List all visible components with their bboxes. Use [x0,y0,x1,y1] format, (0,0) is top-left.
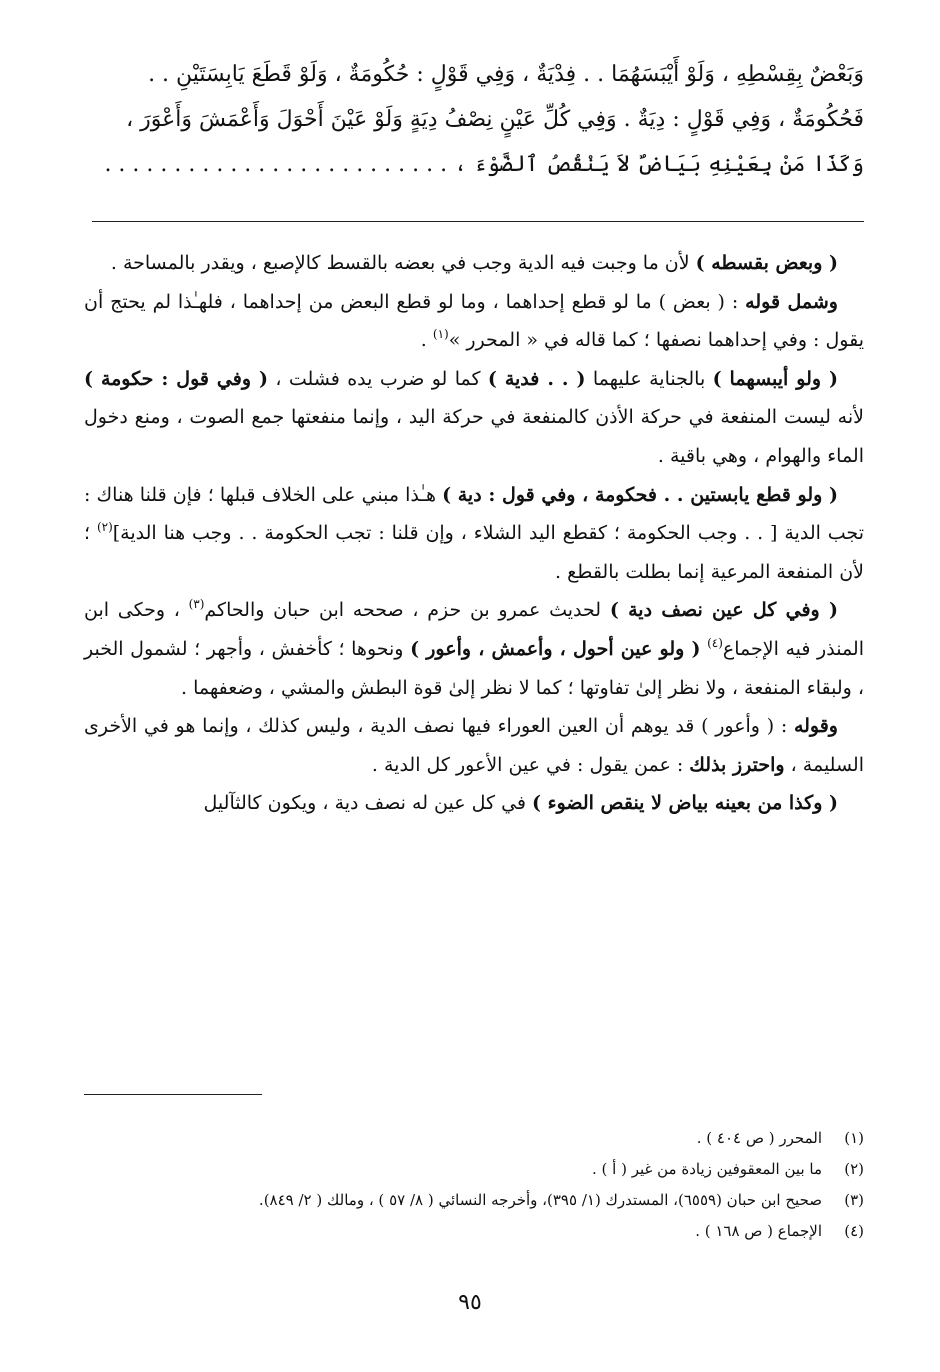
footnote-text: ما بين المعقوفين زيادة من غير ( أ ) . [591,1160,822,1178]
quoted-matn-phrase: وقوله [793,715,838,738]
footnote-separator-line [84,1094,262,1095]
footnote-marker: (٣) [188,597,205,612]
quoted-matn-phrase: وشمل قوله [745,290,838,313]
commentary-text: ؛ لأن المنفعة المرعية إنما بطلت بالقطع . [84,522,864,583]
footnotes [84,1123,864,1247]
quoted-matn-phrase: واحترز بذلك [689,753,785,776]
commentary-paragraph [84,476,864,592]
footnote-2 [84,1154,864,1185]
commentary-paragraph [84,360,864,476]
quoted-matn-phrase: ( . . فدية ) [487,367,586,390]
quoted-matn-phrase: ( ولو عين أحول ، وأعمش ، وأعور ) [410,637,701,660]
matn-separator-line [92,221,864,222]
footnote-marker: (٢) [96,520,113,535]
footnote-3 [84,1185,864,1216]
footnote-number: (٢) [844,1160,864,1178]
quoted-matn-phrase: ( وكذا من بعينه بياض لا ينقص الضوء ) [532,792,838,815]
quoted-matn-phrase: ( وفي كل عين نصف دية ) [609,599,838,622]
footnote-marker: (٤) [707,635,723,650]
commentary-paragraph [84,707,864,784]
commentary-text: . [420,329,433,352]
matn-line-2: فَحُكُومَةٌ ، وَفِي قَوْلٍ : دِيَةٌ . وَفِي كُلِّ عَيْنٍ نِصْفُ دِيَةٍ وَلَوْ عَيْنَ أَحْوَلَ وَأَعْمَشَ وَأَعْوَرَ ، [126,107,864,132]
commentary-text: في كل عين له نصف دية ، ويكون كالثآليل [203,792,533,815]
commentary-paragraph [84,244,864,283]
footnote-text: الإجماع ( ص ١٦٨ ) . [695,1222,822,1240]
commentary-text: هـٰذا مبني على الخلاف قبلها ؛ فإن قلنا هناك : تجب الدية [ . . وجب الحكومة ؛ كقطع اليد الشلاء ، وإن قلنا : تجب الحكومة . . وجب هنا الدية] [84,483,864,545]
commentary-text: بالجناية عليهما [585,367,713,390]
commentary-text: : عمن يقول : في عين الأعور كل الدية . [371,753,690,776]
footnote-4 [84,1216,864,1247]
matn-text [84,52,864,187]
quoted-matn-phrase: ( وفي قول : حكومة ) [84,367,268,390]
footnote-number: (٤) [844,1222,864,1240]
footnote-1 [84,1123,864,1154]
commentary-text: لأن ما وجبت فيه الدية وجب في بعضه بالقسط كالإصبع ، ويقدر بالمساحة . [110,252,696,274]
footnote-text: صحيح ابن حبان (٦٥٥٩)، المستدرك (١/ ٣٩٥)، وأخرجه النسائي ( ٨/ ٥٧ ) ، ومالك ( ٢/ ٨٤٩). [258,1191,822,1209]
commentary-text: ونحوها ؛ كأخفش ، وأجهر ؛ لشمول الخبر ، ولبقاء المنفعة ، ولا نظر إلىٰ تفاوتها ؛ كما لا نظر إلىٰ قوة البطش والمشي ، وضعفهما . [84,637,864,699]
footnote-text: المحرر ( ص ٤٠٤ ) . [696,1129,822,1147]
quoted-matn-phrase: ( ولو قطع يابستين . . فحكومة ، وفي قول : دية ) [442,483,838,506]
page-number: ٩٥ [458,1290,482,1315]
commentary-paragraph [84,784,864,823]
footnote-number: (٣) [844,1191,864,1209]
commentary-text: : ( بعض ) ما لو قطع إحداهما ، وما لو قطع البعض من إحداهما ، فلهـٰذا لم يحتج أن يقول : وفي إحداهما نصفها ؛ كما قاله في « المحرر » [84,290,864,352]
commentary-body [84,244,864,823]
footnote-marker: (١) [432,327,449,342]
quoted-matn-phrase: ( وبعض بقسطه ) [695,252,838,274]
matn-line-3: وَكَذَا مَنْ بِعَيْنِهِ بَيَاضٌ لاَ يَنْقُصُ ٱلضَّوْءَ ، . . . . . . . . . . . . . . . . . . . . . . . . . [104,152,864,177]
commentary-paragraph [84,591,864,707]
commentary-text: : ( وأعور ) قد يوهم أن العين العوراء فيها نصف الدية ، وليس كذلك ، وإنما هو في الأخرى السليمة ، [84,715,864,776]
commentary-text: كما لو ضرب يده فشلت ، [267,367,488,390]
matn-line-1: وَبَعْضٌ بِقِسْطِهِ ، وَلَوْ أَيْبَسَهُمَا . . فِدْيَةٌ ، وَفِي قَوْلٍ : حُكُومَةٌ ، وَلَوْ قَطَعَ يَابِسَتَيْنِ . . [148,62,864,87]
quoted-matn-phrase: ( ولو أيبسهما ) [712,367,839,390]
commentary-text: لحديث عمرو بن حزم ، صححه ابن حبان والحاكم [204,599,610,622]
footnote-number: (١) [844,1129,864,1147]
commentary-text: لأنه ليست المنفعة في حركة الأذن كالمنفعة في حركة اليد ، وإنما منفعتها جمع الصوت ، ومنع دخول الماء والهوام ، وهي باقية . [84,406,864,467]
commentary-text: ، وحكى ابن المنذر فيه الإجماع [84,599,864,660]
commentary-paragraph [84,283,864,360]
